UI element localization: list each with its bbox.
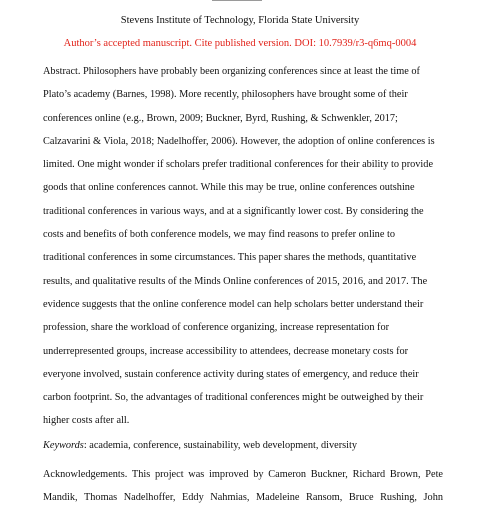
author-affiliation: Stevens Institute of Technology, Florida State University — [120, 15, 360, 26]
ack-line: Mandik, Thomas Nadelhoffer, Eddy Nahmias, Madeleine Ransom, Bruce Rushing, John — [43, 492, 443, 504]
abstract-line: Plato’s academy (Barnes, 1998). More recently, philosophers have brought some of their — [43, 89, 408, 101]
abstract-line: underrepresented groups, increase accessibility to attendees, decrease monetary costs for — [43, 345, 409, 357]
abstract-line: higher costs after all. — [43, 415, 130, 427]
ack-line: Acknowledgements. This project was improved by Cameron Buckner, Richard Brown, Pete — [43, 469, 443, 480]
abstract-line: goods that online conferences cannot. While this may be true, online conferences outshine — [43, 182, 415, 194]
acknowledgements — [43, 463, 443, 510]
abstract-line: conferences online (e.g., Brown, 2009; Buckner, Byrd, Rushing, & Schwenkler, 2017; — [43, 112, 398, 124]
abstract-line: Abstract. Philosophers have probably been organizing conferences since at least the time of — [43, 66, 420, 77]
keywords-line — [43, 440, 453, 451]
abstract-line: everyone involved, sustain conference activity during states of emergency, and reduce their — [43, 368, 419, 380]
abstract-line: Calzavarini & Viola, 2018; Nadelhoffer, 2006). However, the adoption of online conferences is — [43, 135, 435, 147]
abstract-line: costs and benefits of both conference models, we may find reasons to prefer online to — [43, 229, 395, 241]
abstract-line: traditional conferences in various ways, and at a significantly lower cost. By considering the — [43, 205, 424, 217]
manuscript-notice: Author’s accepted manuscript. Cite published version. DOI: 10.7939/r3-q6mq-0004 — [63, 38, 417, 49]
abstract-line: limited. One might wonder if scholars prefer traditional conferences for their ability to provide — [43, 159, 434, 171]
keywords-text: : academia, conference, sustainability, web development, diversity — [83, 440, 358, 451]
abstract-line: profession, share the workload of conference organizing, increase representation for — [43, 322, 390, 334]
abstract-line: traditional conferences in some circumstances. This paper shares the methods, quantitative — [43, 252, 417, 264]
abstract-line: evidence suggests that the online conference model can help scholars better understand their — [43, 298, 424, 310]
title-underline-fragment — [212, 0, 262, 1]
abstract — [43, 60, 443, 433]
abstract-line: carbon footprint. So, the advantages of traditional conferences might be outweighed by their — [43, 392, 424, 404]
keywords-label: Keywords — [43, 440, 84, 451]
abstract-line: results, and qualitative results of the Minds Online conferences of 2015, 2016, and 2017. The — [43, 275, 428, 287]
